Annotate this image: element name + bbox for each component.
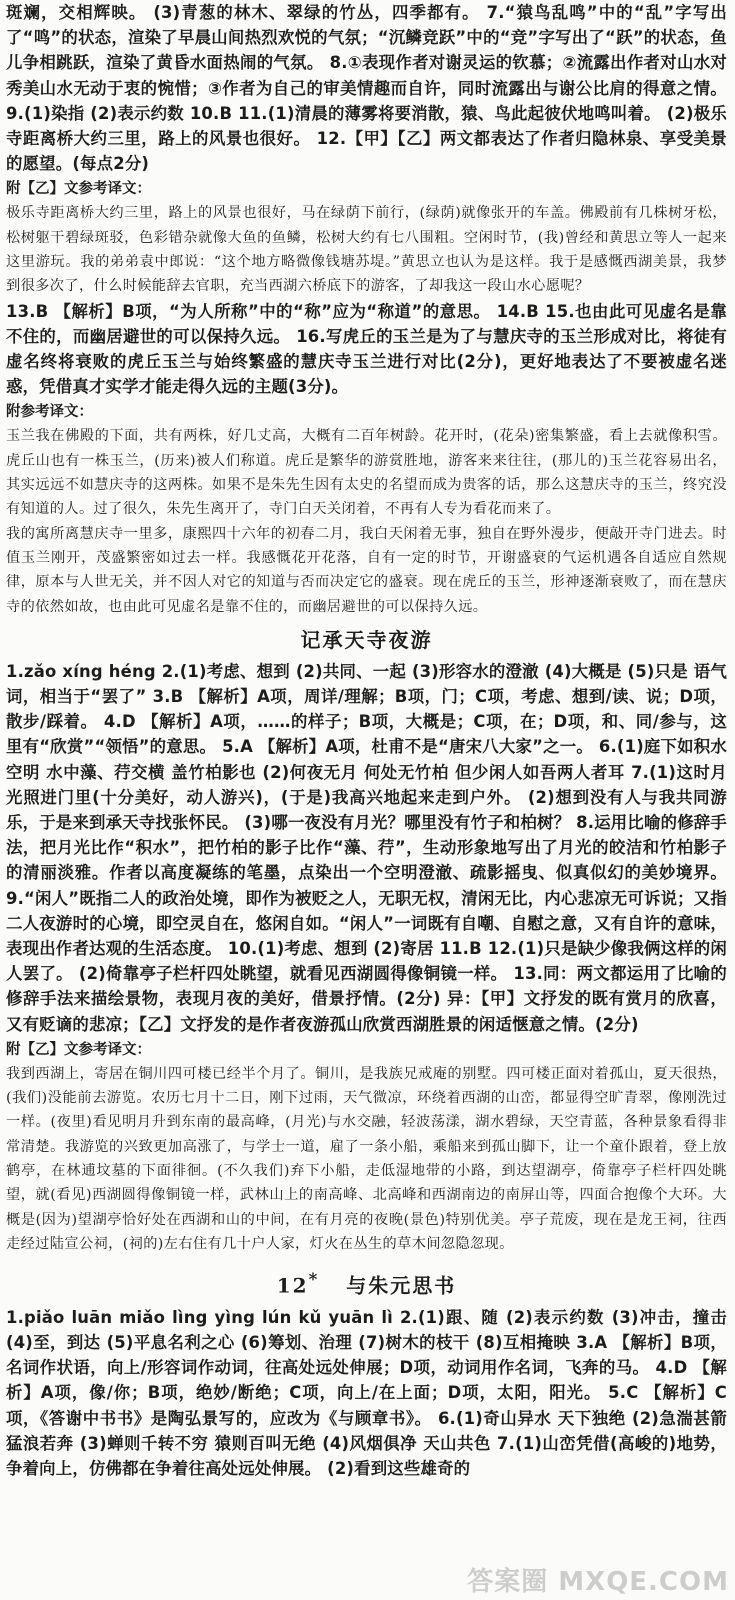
- lesson-title: 与朱元思书: [346, 1273, 457, 1298]
- answers-block-1: 斑斓，交相辉映。 (3)青葱的林木、翠绿的竹丛，四季都有。 7.“猿鸟乱鸣”中的“乱”字写出了“鸣”的状态，渲染了早晨山间热烈欢悦的气氛；“沉鳞竞跃”中的“竞”字写出了“跃”的状态，鱼儿争相跳跃，渲染了黄昏水面热闹的气氛。 8.①表现作者对谢灵运的钦慕；②流露出作者对山水对秀美山水无动于衷的惋惜；③作者为自己的审美情趣而自许，同时流露出与谢公比肩的得意之情。 9.(1)染指 (2)表示约数 10.B 11.(1)清晨的薄雾将要消散，猿、鸟此起彼伏地鸣叫着。 (2)极乐寺距离桥大约三里，路上的风景也很好。 12.【甲】【乙】两文都表达了作者归隐林泉、享受美景的愿望。(每点2分): [6, 3, 727, 174]
- translation-block-chengtiansi: 我到西湖上，寄居在铜川四可楼已经半个月了。铜川，是我族兄戒庵的别墅。四可楼正面对着孤山，夏天很热，(我们)没能前去游览。农历七月十二日，刚下过雨，天气微凉，环绕着西湖的山峦，都显得空旷青翠，像刚洗过一样。(夜里)看见明月升到东南的最高峰，(月光)与水交融，轻波荡漾，湖水碧绿，天空青蓝，各种景象看得非常清楚。我游览的兴致更加高涨了，与学士一道，雇了一条小船，乘船来到孤山脚下，让一个童仆跟着，登上放鹤亭，在林逋坟墓的下面徘徊。(不久我们)弃下小船，走低湿地带的小路，到达望湖亭，倚靠亭子栏杆四处眺望，就(看见)西湖圆得像铜镜一样，武林山上的南高峰、北高峰和西湖南边的南屏山等，四面合抱像个大环。大概是(因为)望湖亭恰好处在西湖和山的中间，在有月亮的夜晚(景色)特别优美。亭子荒废，现在是龙王祠，往西走经过陆宣公祠，(祠的)左右住有几十户人家，灯火在丛生的草木间忽隐忽现。: [6, 1065, 727, 1252]
- lesson-number: 12: [276, 1273, 309, 1298]
- answers-block-zhuyuansi: 1.piǎo luān miǎo lìng yìng lún kǔ yuān lì 2.(1)跟、随 (2)表示约数 (3)冲击，撞击 (4)至，到达 (5)平息名利之心 (6)筹划、治理 (7)树木的枝干 (8)互相掩映 3.A 【解析】B项，名词作状语，向上/形容词作动词，往高处远处伸展；D项，动词用作名词，飞奔的马。 4.D 【解析】A项，像/你；B项，绝妙/断绝；C项，向上/在上面；D项，太阳，阳光。 5.C 【解析】C项，《答谢中书书》是陶弘景写的，应改为《与顾章书》。 6.(1)奇山异水 天下独绝 (2)急湍甚箭 猛浪若奔 (3)蝉则千转不穷 猿则百叫无绝 (4)风烟俱净 天山共色 7.(1)山峦凭借(高峻的)地势，争着向上，仿佛都在争着往高处远处伸展。 (2)看到这些雄奇的: [6, 1307, 727, 1479]
- watermark-logo: 答案圈 MXQE.COM: [467, 1567, 729, 1597]
- translation-label-1: 附【乙】文参考译文：: [6, 181, 151, 198]
- translation-block-1: 极乐寺距离桥大约三里，路上的风景也很好，马在绿荫下前行，(绿荫)就像张开的车盖。佛殿前有几株树牙松，松树躯干碧绿斑驳，色彩错杂就像大鱼的鱼鳞，松树大约有七八围粗。空闲时节，(我)曾经和黄思立等人一起来这里游玩。我的弟弟袁中郎说：“这个地方略微像钱塘苏堤。”黄思立也认为是这样。我于是感慨西湖美景，我梦到很多次了，什么时候能辞去官职，充当西湖六桥底下的游客，了却我这一段山水心愿呢？: [6, 205, 727, 295]
- translation-block-3: 我的寓所离慧庆寺一里多，康熙四十六年的初春二月，我白天闲着无事，独自在野外漫步，便敲开寺门进去。时值玉兰刚开，茂盛繁密如过去一样。我感慨花开花落，自有一定的时节，开谢盛衰的气运机遇各自适应自然规律，原本与人世无关，并不因人对它的知道与否而决定它的盛衰。现在虎丘的玉兰，形神逐渐衰败了，而在慧庆寺的依然如故，也由此可见虚名是靠不住的，而幽居避世的可以保持久远。: [6, 525, 727, 615]
- section-title-chengtiansi: 记承天寺夜游: [300, 627, 433, 652]
- answers-block-chengtiansi: 1.zǎo xíng héng 2.(1)考虑、想到 (2)共同、一起 (3)形容水的澄澈 (4)大概是 (5)只是 语气词，相当于“罢了” 3.B 【解析】A项，周详/理解；B项，门；C项，考虑、想到/读、说；D项，散步/踩着。 4.D 【解析】A项，……的样子；B项，大概是；C项，在；D项，和、同/参与，这里有“欣赏”“领悟”的意思。 5.A 【解析】A项，杜甫不是“唐宋八大家”之一。 6.(1)庭下如积水空明 水中藻、荇交横 盖竹柏影也 (2)何夜无月 何处无竹柏 但少闲人如吾两人者耳 7.(1)这时月光照进门里(十分美好，动人游兴)，(于是)我高兴地起来走到户外。 (2)想到没有人与我共同游乐，于是来到承天寺找张怀民。 (3)哪一夜没有月光？哪里没有竹子和柏树？ 8.运用比喻的修辞手法，把月光比作“积水”，把竹柏的影子比作“藻、荇”，生动形象地写出了月光的皎洁和竹柏影子的清丽淡雅。作者以高度凝练的笔墨，点染出一个空明澄澈、疏影摇曳、似真似幻的美妙境界。 9.“闲人”既指二人的政治处境，即作为被贬之人，无职无权，清闲无比，内心悲凉无可诉说；又指二人夜游时的心境，即空灵自在，悠闲自如。“闲人”一词既有自嘲、自慰之意，又有自许的意味，表现出作者达观的生活态度。 10.(1)考虑、想到 (2)寄居 11.B 12.(1)只是缺少像我俩这样的闲人罢了。 (2)倚靠亭子栏杆四处眺望，就看见西湖圆得像铜镜一样。 13.同：两文都运用了比喻的修辞手法来描绘景物，表现月夜的美好，借景抒情。(2分) 异：【甲】文抒发的既有赏月的欣喜，又有贬谪的悲凉；【乙】文抒发的是作者夜游孤山欣赏西湖胜景的闲适惬意之情。(2分): [6, 661, 727, 1034]
- lesson-star: *: [308, 1269, 320, 1290]
- translation-block-2: 玉兰我在佛殿的下面，共有两株，好几丈高，大概有二百年树龄。花开时，(花朵)密集繁盛，看上去就像积雪。虎丘山也有一株玉兰，(历来)被人们称道。虎丘是繁华的游赏胜地，游客来来往往，(那儿的)玉兰花容易出名，其实远远不如慧庆寺的这两株。如果不是朱先生因有太史的名望而成为贵客的话，那么这慧庆寺的玉兰，终究没有知道的人。过了很久，朱先生离开了，寺门白天关闭着，不再有人专为看花而来了。: [6, 428, 727, 518]
- answers-block-2: 13.B 【解析】B项，“为人所称”中的“称”应为“称道”的意思。 14.B 15.也由此可见虚名是靠不住的，而幽居避世的可以保持久远。 16.写虎丘的玉兰是为了与慧庆寺的玉兰形成对比，将徒有虚名终将衰败的虎丘玉兰与始终繁盛的慧庆寺玉兰进行对比(2分)，更好地表达了不要被虚名迷惑，凭借真才实学才能走得久远的主题(3分)。: [6, 301, 727, 397]
- section-title-zhuyuansi: [6, 1262, 727, 1303]
- translation-label-2: 附参考译文：: [6, 404, 93, 421]
- translation-label-chengtiansi: 附【乙】文参考译文：: [6, 1041, 151, 1058]
- page-content: [6, 0, 727, 1481]
